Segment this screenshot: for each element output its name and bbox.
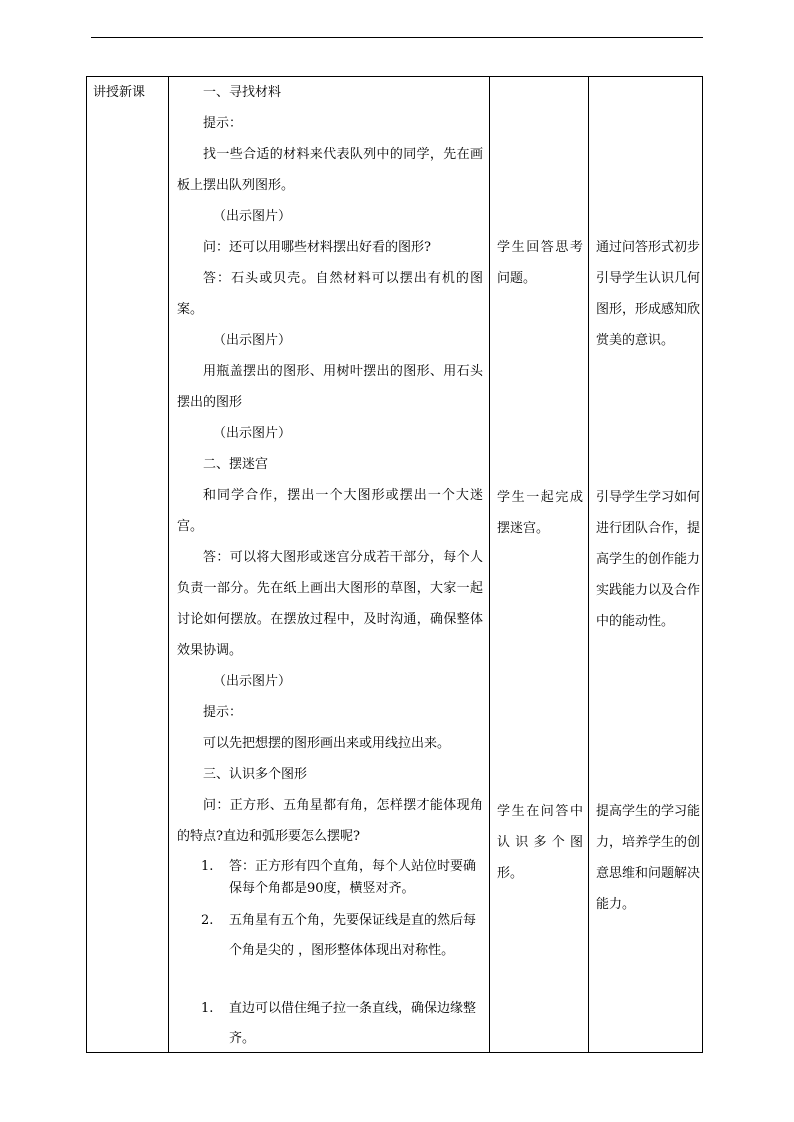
list-item-number: 1. bbox=[201, 1001, 214, 1016]
answer-1: 答：石头或贝壳。自然材料可以摆出有机的图案。 bbox=[177, 271, 483, 317]
list-item bbox=[201, 994, 483, 1054]
part3-title: 三、认识多个图形 bbox=[203, 767, 308, 782]
answer-list-2 bbox=[177, 994, 483, 1054]
part1-title: 一、寻找材料 bbox=[203, 85, 282, 100]
show-image-note: （出示图片） bbox=[213, 674, 292, 689]
show-image-note: （出示图片） bbox=[213, 209, 292, 224]
list-item-text: 五角星有五个角，先要保证线是直的然后每个角是尖的 ，图形整体体现出对称性。 bbox=[229, 913, 477, 958]
column-divider bbox=[588, 77, 589, 1052]
part2-hint-text: 可以先把想摆的图形画出来或用线拉出来。 bbox=[203, 736, 451, 751]
answer-2: 答：可以将大图形或迷宫分成若干部分，每个人负责一部分。先在纸上画出大图形的草图，大家一起讨论如何摆放。在摆放过程中，及时沟通，确保整体效果协调。 bbox=[177, 550, 483, 658]
list-item bbox=[201, 906, 483, 966]
design-intent-text: 提高学生的学习能力，培养学生的创意思维和问题解决能力。 bbox=[596, 804, 701, 912]
show-image-note: （出示图片） bbox=[213, 426, 292, 441]
list-item-text: 答：正方形有四个直角，每个人站位时要确保每个角都是90度，横竖对齐。 bbox=[229, 859, 477, 896]
student-activity-cell bbox=[497, 232, 583, 294]
column-divider bbox=[168, 77, 169, 1052]
list-item bbox=[201, 856, 483, 900]
design-intent-cell bbox=[596, 232, 700, 356]
content-cell bbox=[177, 77, 483, 1054]
student-activity-cell bbox=[497, 482, 583, 544]
student-activity-text: 学生一起完成摆迷宫。 bbox=[497, 490, 583, 536]
part2-hint-label: 提示： bbox=[203, 705, 243, 720]
design-intent-cell bbox=[596, 796, 700, 920]
part1-hint-label: 提示： bbox=[203, 116, 243, 131]
examples-text: 用瓶盖摆出的图形、用树叶摆出的图形、用石头摆出的图形 bbox=[177, 364, 483, 410]
part2-title: 二、摆迷宫 bbox=[203, 457, 269, 472]
question-3: 问：正方形、五角星都有角，怎样摆才能体现角的特点?直边和弧形要怎么摆呢? bbox=[177, 798, 483, 844]
header-rule bbox=[91, 37, 703, 38]
list-item-number: 1. bbox=[201, 859, 214, 874]
student-activity-cell bbox=[497, 796, 583, 889]
student-activity-text: 学生回答思考问题。 bbox=[497, 240, 583, 286]
design-intent-text: 引导学生学习如何进行团队合作，提高学生的创作能力实践能力以及合作中的能动性。 bbox=[596, 490, 701, 629]
column-divider bbox=[489, 77, 490, 1052]
list-item-text: 直边可以借住绳子拉一条直线，确保边缘整齐。 bbox=[229, 1001, 477, 1046]
part1-hint-text: 找一些合适的材料来代表队列中的同学，先在画板上摆出队列图形。 bbox=[177, 147, 483, 193]
section-label-cell bbox=[93, 77, 165, 108]
lesson-table bbox=[86, 76, 703, 1053]
show-image-note: （出示图片） bbox=[213, 333, 292, 348]
design-intent-cell bbox=[596, 482, 700, 637]
answer-list-1 bbox=[177, 856, 483, 966]
student-activity-text: 学生在问答中认识多个图形。 bbox=[497, 804, 583, 881]
section-label: 讲授新课 bbox=[93, 85, 146, 100]
part2-task: 和同学合作，摆出一个大图形或摆出一个大迷宫。 bbox=[177, 488, 483, 534]
question-1: 问：还可以用哪些材料摆出好看的图形? bbox=[203, 240, 431, 255]
design-intent-text: 通过问答形式初步引导学生认识几何图形，形成感知欣赏美的意识。 bbox=[596, 240, 701, 348]
list-item-number: 2. bbox=[201, 913, 214, 928]
